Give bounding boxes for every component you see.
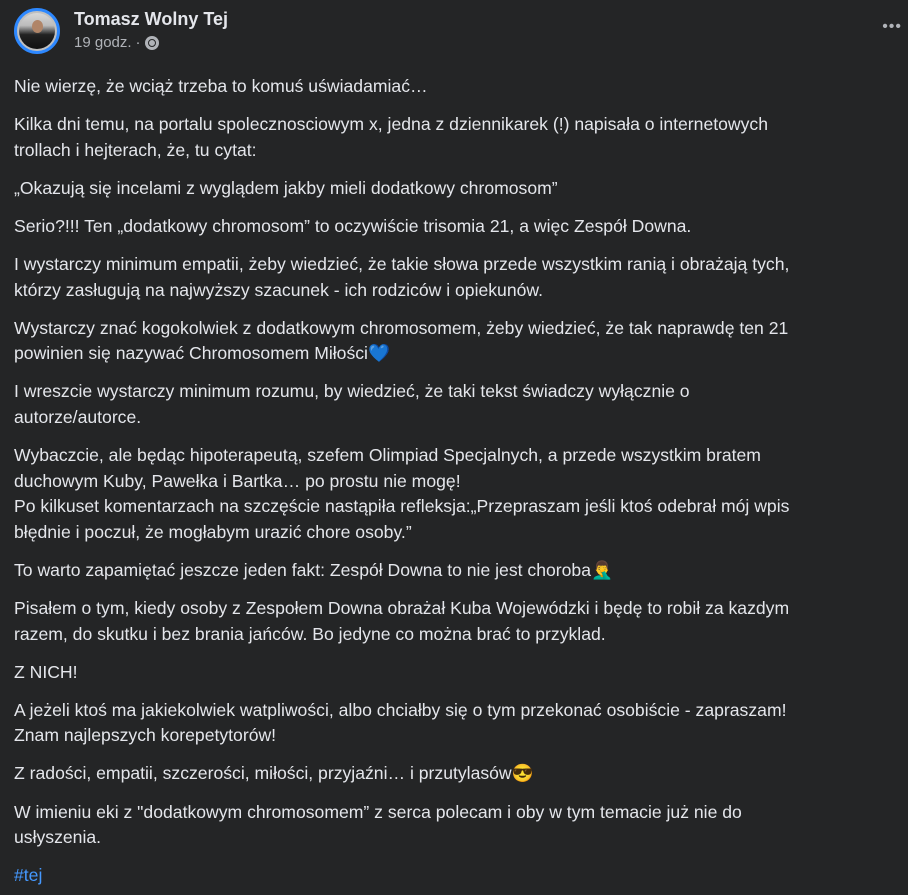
post-paragraph bbox=[14, 494, 906, 545]
paragraph-line: usłyszenia. bbox=[14, 827, 102, 848]
paragraph-line: Z radości, empatii, szczerości, miłości, przyjaźni… i przutylasów😎 bbox=[14, 763, 534, 784]
paragraph-line: razem, do skutku i bez brania jańców. Bo jedyne co można brać to przyklad. bbox=[14, 623, 606, 644]
paragraph-line: I wreszcie wystarczy minimum rozumu, by wiedzieć, że taki tekst świadczy wyłącznie o bbox=[14, 381, 690, 402]
post-subline bbox=[74, 32, 228, 54]
paragraph-line: Po kilkuset komentarzach na szczęście nastąpiła refleksja:„Przepraszam jeśli ktoś odebrał mój wpis bbox=[14, 496, 790, 517]
paragraph-line: Serio?!!! Ten „dodatkowy chromosom” to oczywiście trisomia 21, a więc Zespół Downa. bbox=[14, 215, 692, 236]
paragraph-line: Wybaczcie, ale będąc hipoterapeutą, szefem Olimpiad Specjalnych, a przede wszystkim bratem bbox=[14, 445, 761, 466]
paragraph-line: Znam najlepszych korepetytorów! bbox=[14, 725, 277, 746]
paragraph-line: błędnie i poczuł, że mogłabym urazić chore osoby.” bbox=[14, 521, 412, 542]
post-paragraph bbox=[14, 112, 906, 163]
post-body bbox=[14, 74, 906, 889]
post-header bbox=[14, 8, 228, 54]
author-name[interactable]: Tomasz Wolny Tej bbox=[74, 9, 229, 29]
paragraph-line: I wystarczy minimum empatii, żeby wiedzieć, że takie słowa przede wszystkim ranią i obrażają tych, bbox=[14, 253, 790, 274]
post-paragraph bbox=[14, 761, 906, 787]
paragraph-line: którzy zasługują na najwyższy szacunek - ich rodziców i opiekunów. bbox=[14, 279, 544, 300]
post-paragraph bbox=[14, 252, 906, 303]
post-paragraph bbox=[14, 698, 906, 749]
post-paragraph bbox=[14, 800, 906, 851]
hashtag-link[interactable]: #tej bbox=[14, 865, 43, 886]
post-paragraph bbox=[14, 176, 906, 202]
avatar-photo bbox=[19, 13, 55, 49]
post-paragraph bbox=[14, 74, 906, 100]
post-meta bbox=[74, 8, 228, 54]
paragraph-line: A jeżeli ktoś ma jakiekolwiek watpliwości, albo chciałby się o tym przekonać osobiście - zapraszam! bbox=[14, 699, 787, 720]
paragraph-line: Z NICH! bbox=[14, 661, 78, 682]
post-paragraph bbox=[14, 596, 906, 647]
paragraph-line: Nie wierzę, że wciąż trzeba to komuś uświadamiać… bbox=[14, 76, 428, 96]
post-time[interactable]: 19 godz. bbox=[74, 34, 132, 51]
post-paragraph bbox=[14, 214, 906, 240]
author-avatar[interactable] bbox=[14, 8, 60, 54]
paragraph-line: W imieniu eki z "dodatkowym chromosomem” z serca polecam i oby w tym temacie już nie do bbox=[14, 801, 742, 822]
separator: · bbox=[135, 34, 141, 51]
post-paragraph bbox=[14, 660, 906, 686]
post-paragraph bbox=[14, 379, 906, 430]
paragraph-line: „Okazują się incelami z wyglądem jakby mieli dodatkowy chromosom” bbox=[14, 177, 558, 198]
paragraph-line: autorze/autorce. bbox=[14, 406, 142, 427]
paragraph-line: powinien się nazywać Chromosomem Miłości💙 bbox=[14, 343, 390, 364]
paragraph-line: Pisałem o tym, kiedy osoby z Zespołem Downa obrażał Kuba Wojewódzki i będę to robił za kazdym bbox=[14, 598, 790, 618]
post-paragraph bbox=[14, 316, 906, 367]
more-options-button[interactable]: ••• bbox=[882, 18, 902, 35]
paragraph-line: Wystarczy znać kogokolwiek z dodatkowym chromosomem, żeby wiedzieć, że tak naprawdę ten 21 bbox=[14, 317, 789, 338]
post-paragraph bbox=[14, 443, 906, 494]
paragraph-line: To warto zapamiętać jeszcze jeden fakt: Zespół Downa to nie jest choroba🤦‍♂️ bbox=[14, 559, 613, 580]
paragraph-line: trollach i hejterach, że, tu cytat: bbox=[14, 139, 257, 160]
paragraph-line: duchowym Kuby, Pawełka i Bartka… po prostu nie mogę! bbox=[14, 470, 461, 491]
post-paragraph bbox=[14, 558, 906, 584]
globe-icon bbox=[145, 36, 159, 50]
paragraph-line: Kilka dni temu, na portalu spolecznosciowym x, jedna z dziennikarek (!) napisała o internetowych bbox=[14, 114, 768, 135]
